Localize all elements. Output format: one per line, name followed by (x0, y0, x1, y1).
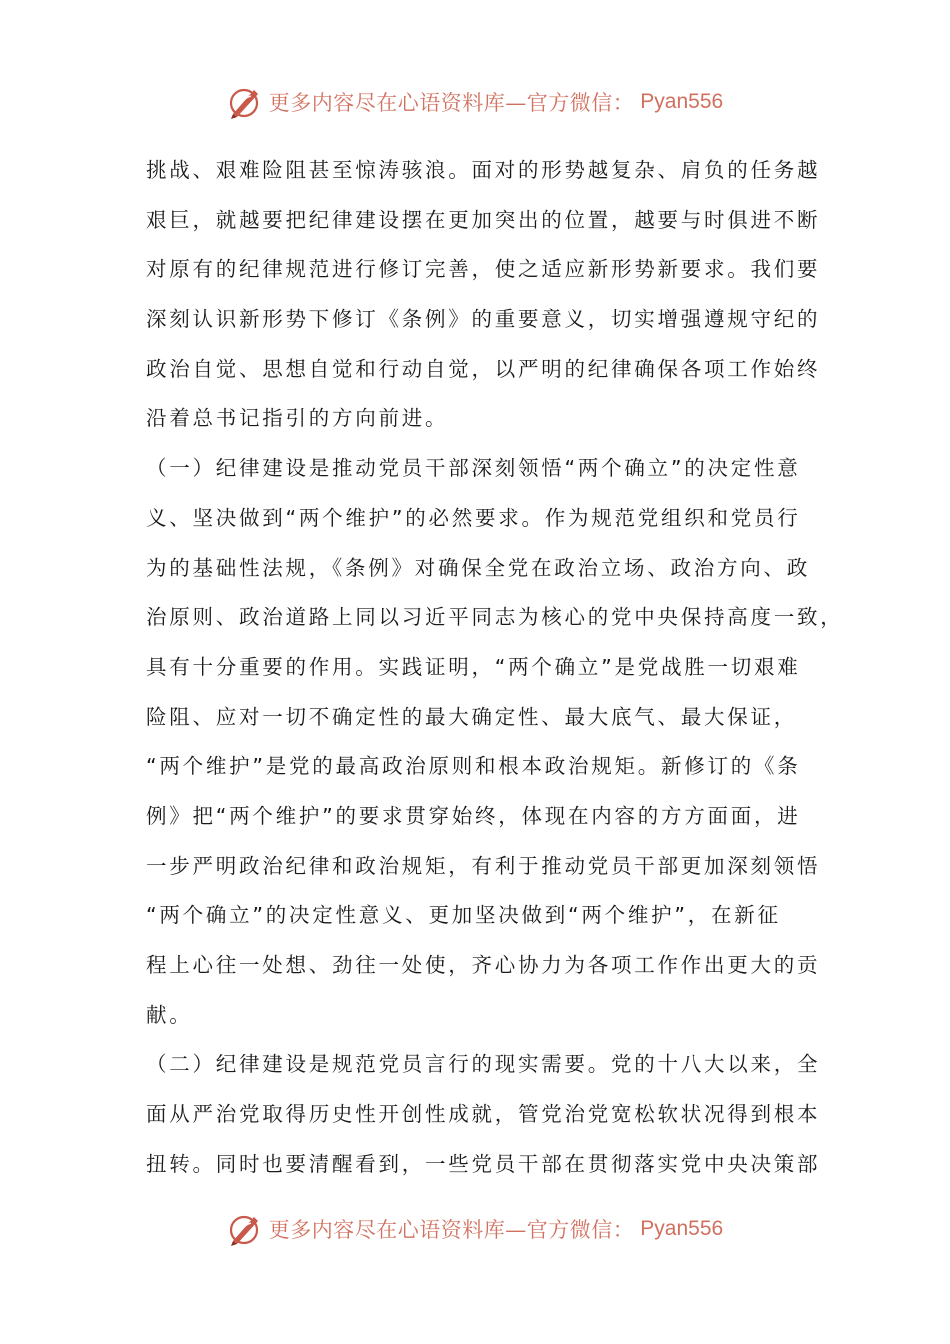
text-line: 治原则、政治道路上同以习近平同志为核心的党中央保持高度一致， (146, 605, 844, 630)
text-line: 例》把“两个维护”的要求贯穿始终，体现在内容的方方面面，进 (146, 803, 801, 828)
pen-logo-icon (227, 84, 263, 120)
text-line: 深刻认识新形势下修订《条例》的重要意义，切实增强遵规守纪的 (146, 307, 821, 332)
header-banner-wechat-id: Pyan556 (640, 90, 724, 113)
text-line: 对原有的纪律规范进行修订完善，使之适应新形势新要求。我们要 (146, 257, 821, 282)
header-banner-text: 更多内容尽在心语资料库—官方微信： (268, 91, 635, 115)
text-line: 扭转。同时也要清醒看到，一些党员干部在贯彻落实党中央决策部 (146, 1151, 821, 1176)
text-line: 政治自觉、思想自觉和行动自觉，以严明的纪律确保各项工作始终 (146, 356, 821, 381)
text-line: （一）纪律建设是推动党员干部深刻领悟“两个确立”的决定性意 (146, 456, 801, 481)
text-line: 面从严治党取得历史性开创性成就，管党治党宽松软状况得到根本 (146, 1102, 821, 1127)
text-line: 为的基础性法规，《条例》对确保全党在政治立场、政治方向、政 (146, 555, 810, 580)
footer-banner-content (227, 1211, 723, 1247)
text-line: 沿着总书记指引的方向前进。 (146, 406, 449, 431)
text-line: “两个确立”的决定性意义、更加坚决做到“两个维护”，在新征 (146, 903, 781, 928)
text-line: （二）纪律建设是规范党员言行的现实需要。党的十八大以来，全 (146, 1052, 821, 1077)
footer-banner-wechat-id: Pyan556 (640, 1217, 724, 1240)
body-text (146, 146, 844, 1189)
text-line: 义、坚决做到“两个维护”的必然要求。作为规范党组织和党员行 (146, 505, 801, 530)
text-line: 具有十分重要的作用。实践证明，“两个确立”是党战胜一切艰难 (146, 654, 801, 679)
header-banner-content (227, 84, 723, 120)
footer-banner-text: 更多内容尽在心语资料库—官方微信： (268, 1218, 635, 1242)
pen-logo-icon (227, 1211, 263, 1247)
text-line: “两个维护”是党的最高政治原则和根本政治规矩。新修订的《条 (146, 754, 801, 779)
text-line: 险阻、应对一切不确定性的最大确定性、最大底气、最大保证， (146, 704, 797, 729)
text-line: 程上心往一处想、劲往一处使，齐心协力为各项工作作出更大的贡 (146, 953, 821, 977)
text-line: 艰巨，就越要把纪律建设摆在更加突出的位置，越要与时俱进不断 (146, 207, 821, 232)
text-line: 一步严明政治纪律和政治规矩，有利于推动党员干部更加深刻领悟 (146, 853, 821, 878)
text-line: 挑战、艰难险阻甚至惊涛骇浪。面对的形势越复杂、肩负的任务越 (146, 158, 821, 182)
footer-banner (0, 1209, 950, 1249)
header-banner (0, 82, 950, 122)
text-line: 献。 (146, 1002, 193, 1027)
